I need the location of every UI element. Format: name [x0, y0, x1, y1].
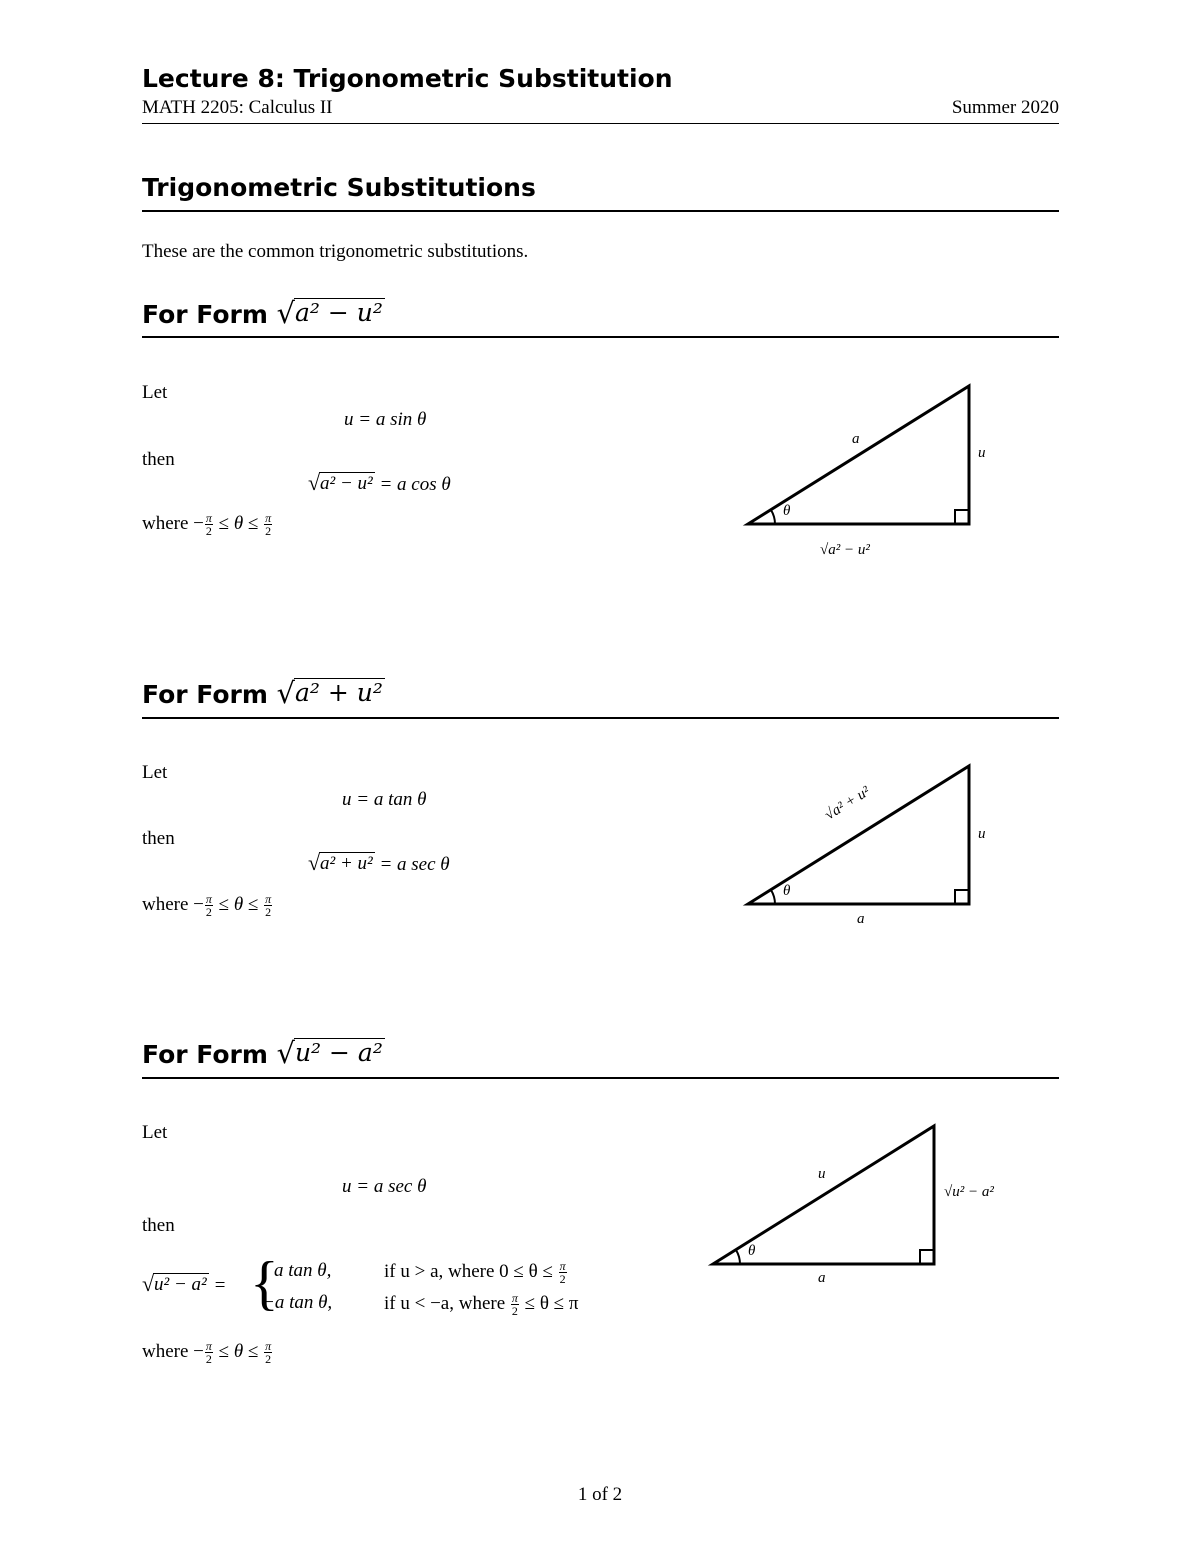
form3-case-brace: {: [250, 1250, 279, 1316]
form3-rule: [142, 1077, 1059, 1079]
form1-heading-prefix: For Form: [142, 300, 268, 329]
form1-where-label: where: [142, 512, 189, 534]
course-name: MATH 2205: Calculus II: [142, 97, 333, 118]
form1-heading-radical: √ a² − u²: [276, 296, 383, 330]
section-heading: Trigonometric Substitutions: [142, 173, 536, 202]
form1-triangle-shape: [748, 386, 969, 524]
form2-tri-adj: a: [857, 911, 865, 927]
header-rule: [142, 123, 1059, 124]
form1-tri-opp: u: [978, 445, 986, 461]
form2-heading-radicand: a² + u²: [294, 678, 383, 707]
form3-where: where − $\frac{\pi}{2}$ ≤ θ ≤ $\frac{\pi}{2}$: [142, 1339, 272, 1366]
form2-tri-hyp: √a² + u²: [822, 783, 873, 824]
form3-case1-value: a tan θ,: [274, 1260, 332, 1281]
form1-right-angle-mark: [955, 510, 969, 524]
form3-tri-hyp: u: [818, 1166, 826, 1182]
form3-then: then: [142, 1215, 175, 1236]
form2-angle-arc: [771, 890, 775, 904]
form3-case1: if u > a, where 0 ≤ θ ≤ $\frac{\pi}{2}$: [384, 1259, 566, 1286]
form3-angle-arc: [736, 1250, 740, 1264]
form2-where: where − $\frac{\pi}{2}$ ≤ θ ≤ $\frac{\pi}{2}$: [142, 892, 272, 919]
form3-heading-prefix: For Form: [142, 1040, 268, 1069]
form2-tri-opp: u: [978, 826, 986, 842]
form1-angle-arc: [771, 510, 775, 524]
form1-rule: [142, 336, 1059, 338]
page-title: Lecture 8: Trigonometric Substitution: [142, 64, 673, 93]
form2-tri-angle: θ: [783, 883, 791, 899]
form1-tri-angle: θ: [783, 503, 791, 519]
term-label: Summer 2020: [951, 97, 1059, 118]
form1-result-rhs: = a cos θ: [379, 474, 451, 495]
form2-right-angle-mark: [955, 890, 969, 904]
form3-heading-radical: √ u² − a²: [276, 1036, 383, 1070]
form2-substitution: u = a tan θ: [342, 789, 427, 810]
section-rule: [142, 210, 1059, 212]
form2-then: then: [142, 828, 175, 849]
form3-tri-adj: a: [818, 1270, 826, 1286]
form1-tri-hyp: a: [852, 431, 860, 447]
form3-where-label: where: [142, 1340, 189, 1362]
form2-where-label: where: [142, 893, 189, 915]
form3-substitution: u = a sec θ: [342, 1176, 427, 1197]
form2-result-radicand: a² + u²: [320, 853, 373, 874]
form3-heading-radicand: u² − a²: [294, 1038, 383, 1067]
form2-triangle: [740, 760, 980, 910]
form3-case2-cond: if u < −a, where: [384, 1292, 506, 1314]
form3-triangle-shape: [713, 1126, 934, 1264]
form1-where: where − $\frac{\pi}{2}$ ≤ θ ≤ $\frac{\pi}{2}$: [142, 511, 272, 538]
intro-text: These are the common trigonometric substitutions.: [142, 241, 529, 262]
form3-let: Let: [142, 1122, 168, 1143]
form3-case1-cond: if u > a, where 0 ≤ θ ≤: [384, 1260, 553, 1282]
form1-triangle: [740, 380, 980, 530]
form1-heading-radicand: a² − u²: [294, 298, 383, 327]
form2-heading: [142, 678, 385, 709]
form1-then: then: [142, 449, 175, 470]
form1-heading: [142, 298, 385, 329]
form3-case2-tail: ≤ θ ≤ π: [524, 1292, 579, 1314]
form1-let: Let: [142, 382, 168, 403]
form2-result: √ a² + u² = a sec θ: [308, 851, 450, 875]
form3-heading: [142, 1038, 385, 1069]
form3-tri-opp: √u² − a²: [944, 1184, 994, 1200]
form3-case2-value: −a tan θ,: [262, 1292, 333, 1313]
form3-triangle: [705, 1120, 945, 1270]
form3-result-lhs: √ u² − a² =: [142, 1272, 227, 1296]
form2-heading-prefix: For Form: [142, 680, 268, 709]
form1-tri-adj: √a² − u²: [820, 542, 870, 558]
form2-result-rhs: = a sec θ: [379, 854, 450, 875]
page-number: 1 of 2: [577, 1484, 623, 1505]
form3-case2: if u < −a, where $\frac{\pi}{2}$ ≤ θ ≤ π: [384, 1291, 579, 1318]
form3-tri-angle: θ: [748, 1243, 756, 1259]
form3-right-angle-mark: [920, 1250, 934, 1264]
form1-result: √ a² − u² = a cos θ: [308, 471, 451, 495]
form2-rule: [142, 717, 1059, 719]
form1-substitution: u = a sin θ: [344, 409, 427, 430]
form2-heading-radical: √ a² + u²: [276, 676, 383, 710]
form3-result-radicand: u² − a²: [154, 1274, 207, 1295]
form2-let: Let: [142, 762, 168, 783]
form1-result-radicand: a² − u²: [320, 473, 373, 494]
